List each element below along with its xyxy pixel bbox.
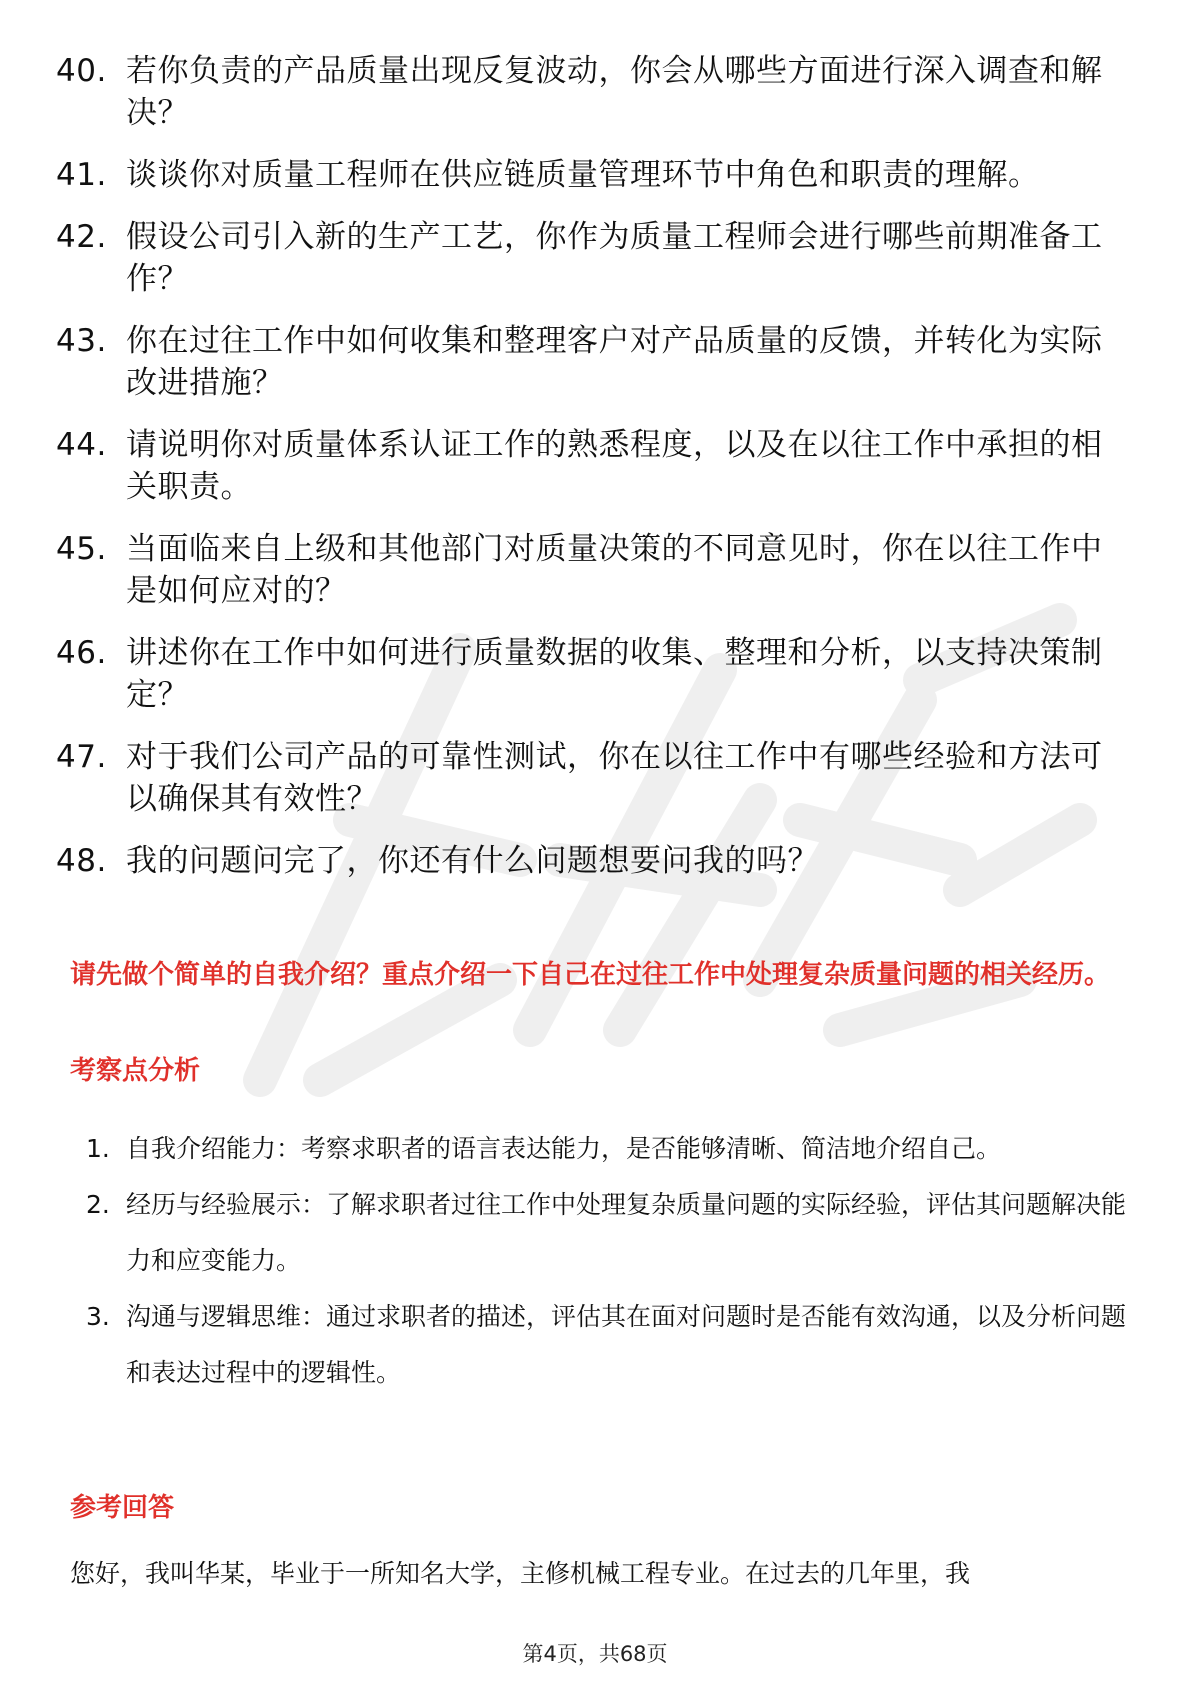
question-item — [56, 424, 1116, 508]
question-text: 对于我们公司产品的可靠性测试，你在以往工作中有哪些经验和方法可以确保其有效性？ — [126, 739, 1103, 817]
analysis-number: 3. — [86, 1302, 110, 1331]
question-text: 我的问题问完了，你还有什么问题想要问我的吗？ — [126, 843, 819, 879]
question-item — [56, 154, 1116, 196]
question-number: 46. — [56, 635, 107, 671]
question-text: 假设公司引入新的生产工艺，你作为质量工程师会进行哪些前期准备工作？ — [126, 219, 1103, 297]
answer-text: 您好，我叫华某，毕业于一所知名大学，主修机械工程专业。在过去的几年里，我 — [70, 1559, 971, 1588]
analysis-item — [86, 1289, 1126, 1401]
analysis-item — [86, 1177, 1126, 1289]
question-number: 42. — [56, 219, 107, 255]
question-number: 47. — [56, 739, 107, 775]
featured-question: 请先做个简单的自我介绍？重点介绍一下自己在过往工作中处理复杂质量问题的相关经历。 — [70, 960, 1111, 990]
question-text: 若你负责的产品质量出现反复波动，你会从哪些方面进行深入调查和解决？ — [126, 53, 1103, 131]
question-number: 40. — [56, 53, 107, 89]
analysis-item — [86, 1121, 1126, 1177]
question-item — [56, 736, 1116, 820]
question-item — [56, 528, 1116, 612]
question-number: 44. — [56, 427, 107, 463]
question-item — [56, 632, 1116, 716]
question-number: 43. — [56, 323, 107, 359]
question-list — [56, 50, 1116, 902]
question-number: 41. — [56, 157, 107, 193]
question-item — [56, 216, 1116, 300]
question-number: 45. — [56, 531, 107, 567]
analysis-number: 2. — [86, 1190, 110, 1219]
question-number: 48. — [56, 843, 107, 879]
analysis-text: 自我介绍能力：考察求职者的语言表达能力，是否能够清晰、简洁地介绍自己。 — [126, 1134, 1002, 1163]
analysis-number: 1. — [86, 1134, 110, 1163]
answer-title: 参考回答 — [70, 1493, 175, 1523]
question-text: 谈谈你对质量工程师在供应链质量管理环节中角色和职责的理解。 — [126, 157, 1040, 193]
analysis-title: 考察点分析 — [70, 1056, 201, 1086]
analysis-text: 经历与经验展示：了解求职者过往工作中处理复杂质量问题的实际经验，评估其问题解决能力和应变能力。 — [126, 1190, 1127, 1275]
question-text: 当面临来自上级和其他部门对质量决策的不同意见时，你在以往工作中是如何应对的？ — [126, 531, 1103, 609]
question-item — [56, 320, 1116, 404]
analysis-list — [86, 1121, 1126, 1401]
question-item — [56, 840, 1116, 882]
question-text: 请说明你对质量体系认证工作的熟悉程度，以及在以往工作中承担的相关职责。 — [126, 427, 1103, 505]
question-text: 你在过往工作中如何收集和整理客户对产品质量的反馈，并转化为实际改进措施？ — [126, 323, 1103, 401]
question-item — [56, 50, 1116, 134]
question-text: 讲述你在工作中如何进行质量数据的收集、整理和分析，以支持决策制定？ — [126, 635, 1103, 713]
analysis-text: 沟通与逻辑思维：通过求职者的描述，评估其在面对问题时是否能有效沟通，以及分析问题和表达过程中的逻辑性。 — [126, 1302, 1127, 1387]
page-footer: 第4页，共68页 — [522, 1642, 668, 1666]
